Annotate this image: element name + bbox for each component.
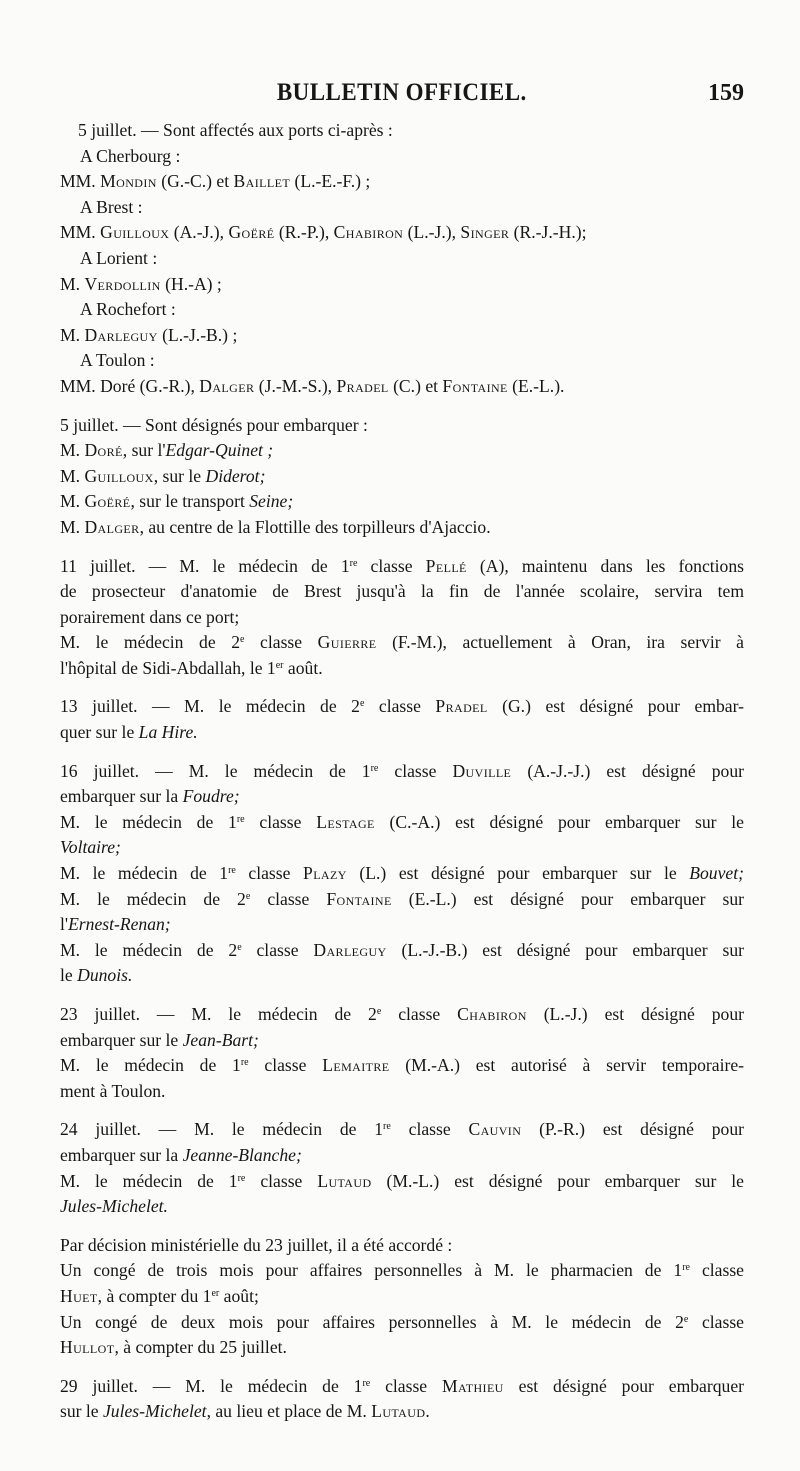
text-run: A Brest : <box>80 196 143 217</box>
ordinal-suffix: er <box>211 1287 220 1299</box>
text-run: (J.-M.-S.), <box>254 375 337 396</box>
text-line <box>60 1399 744 1425</box>
ordinal-suffix: re <box>362 1377 371 1389</box>
text-line <box>60 297 744 323</box>
text-run: (L.-J.-B.) ; <box>157 324 238 345</box>
text-line <box>60 1169 744 1195</box>
paragraph-gap <box>60 989 744 1002</box>
text-line <box>60 1310 744 1336</box>
text-run: M. <box>60 324 85 345</box>
text-run: (H.-A) ; <box>160 273 222 294</box>
text-line <box>60 1117 744 1143</box>
entry-b5 <box>60 759 744 989</box>
ordinal-suffix: re <box>240 1057 249 1069</box>
text-run: (A.-J.-J.) est désigné pour <box>511 760 744 781</box>
text-run: (E.-L.) est désigné pour embarquer sur <box>391 888 744 909</box>
text-run: classe <box>390 1119 469 1140</box>
text-run: (L.-E.-F.) ; <box>290 171 371 192</box>
text-line <box>60 835 744 861</box>
text-run: l'hôpital de Sidi-Abdallah, le 1 <box>60 657 276 678</box>
text-run: M. le médecin de 1 <box>60 1170 238 1191</box>
ship-name: La Hire. <box>138 722 198 743</box>
person-name: Huet <box>60 1285 98 1306</box>
text-run: classe <box>357 555 426 576</box>
person-name: Guilloux <box>84 465 154 486</box>
text-run: classe <box>378 760 453 781</box>
text-line <box>60 246 744 272</box>
text-run: M. <box>60 273 85 294</box>
text-run: porairement dans ce port; <box>60 606 240 627</box>
ordinal-suffix: e <box>376 1006 382 1017</box>
text-line <box>60 554 744 580</box>
text-run: 13 juillet. — M. le médecin de 2 <box>60 696 360 717</box>
text-line <box>60 169 744 195</box>
person-name: Goëré <box>84 491 131 512</box>
text-run: , sur le transport <box>130 491 250 512</box>
text-run: ment à Toulon. <box>60 1080 166 1101</box>
text-line <box>60 1335 744 1361</box>
text-run: (L.-J.), <box>403 222 461 243</box>
person-name: Singer <box>460 222 510 243</box>
text-run: MM. Doré (G.-R.), <box>60 375 200 396</box>
ship-name: Foudre; <box>182 786 240 807</box>
text-line <box>60 220 744 246</box>
text-run: (P.-R.) est désigné pour <box>521 1119 744 1140</box>
text-run: (G.-C.) et <box>156 171 234 192</box>
person-name: Duville <box>452 760 512 781</box>
person-name: Goëré <box>228 222 275 243</box>
entry-b1 <box>60 118 744 400</box>
text-run: . <box>425 1401 430 1422</box>
text-line <box>60 861 744 887</box>
text-line <box>60 1053 744 1079</box>
text-run: classe <box>244 811 317 832</box>
text-line <box>60 515 744 541</box>
text-line <box>60 144 744 170</box>
ordinal-suffix: re <box>228 865 236 877</box>
ship-name: Dunois. <box>77 965 133 986</box>
ordinal-suffix: re <box>370 762 379 774</box>
text-line <box>60 784 744 810</box>
text-line <box>60 887 744 913</box>
text-run: A Toulon : <box>80 350 155 371</box>
text-run: M. <box>60 465 85 486</box>
text-run: 29 juillet. — M. le médecin de 1 <box>60 1375 363 1396</box>
text-run: classe <box>689 1260 744 1281</box>
paragraph-gap <box>60 541 744 554</box>
paragraph-gap <box>60 1220 744 1233</box>
text-line <box>60 1079 744 1105</box>
text-run: (L.-J.-B.) est désigné pour embarquer sur <box>386 939 744 960</box>
text-run: , au centre de la Flottille des torpilleurs d'Ajaccio. <box>139 516 491 537</box>
person-name: Guierre <box>317 632 377 653</box>
text-run: Par décision ministérielle du 23 juillet, il a été accordé : <box>60 1234 453 1255</box>
text-run: MM. <box>60 222 101 243</box>
entry-b6 <box>60 1002 744 1104</box>
text-run: M. le médecin de 2 <box>60 888 246 909</box>
document-body <box>60 118 744 1425</box>
text-run: embarquer sur la <box>60 786 183 807</box>
person-name: Lutaud <box>371 1401 426 1422</box>
entry-b3 <box>60 554 744 682</box>
text-line <box>60 605 744 631</box>
text-run: M. le médecin de 2 <box>60 939 238 960</box>
text-line <box>60 323 744 349</box>
text-run: Un congé de deux mois pour affaires personnelles à M. le médecin de 2 <box>60 1311 684 1332</box>
text-line <box>60 938 744 964</box>
text-line <box>60 810 744 836</box>
text-line <box>60 118 744 144</box>
text-run: (L.-J.) est désigné pour <box>526 1004 744 1024</box>
person-name: Baillet <box>233 171 291 192</box>
text-run: classe <box>241 939 314 960</box>
ship-name: Bouvet; <box>689 863 744 884</box>
text-run: classe <box>250 888 327 909</box>
ordinal-suffix: e <box>240 634 245 646</box>
entry-b7 <box>60 1117 744 1219</box>
text-line <box>60 438 744 464</box>
text-run: classe <box>370 1375 442 1396</box>
text-run: Un congé de trois mois pour affaires personnelles à M. le pharmacien de 1 <box>60 1260 683 1281</box>
text-line <box>60 489 744 515</box>
paragraph-gap <box>60 1361 744 1374</box>
text-run: (C.) et <box>388 375 443 396</box>
text-run: le <box>60 965 78 986</box>
person-name: Lutaud <box>317 1170 372 1191</box>
text-run: 23 juillet. — M. le médecin de 2 <box>60 1004 377 1024</box>
text-line <box>60 374 744 400</box>
person-name: Fontaine <box>326 888 392 909</box>
ordinal-suffix: re <box>682 1262 690 1274</box>
ship-name: Jules-Michelet. <box>60 1196 168 1217</box>
text-line <box>60 1374 744 1400</box>
ordinal-suffix: e <box>237 941 242 953</box>
text-run: 24 juillet. — M. le médecin de 1 <box>60 1119 384 1140</box>
bulletin-title: BULLETIN OFFICIEL. <box>277 79 527 106</box>
person-name: Plazy <box>303 863 347 884</box>
person-name: Guilloux <box>100 222 170 243</box>
text-run: 11 juillet. — M. le médecin de 1 <box>60 555 350 576</box>
text-run: M. <box>60 516 85 537</box>
text-line <box>60 1233 744 1259</box>
text-run: classe <box>364 696 436 717</box>
ship-name: Ernest-Renan; <box>68 914 171 935</box>
text-run: (G.) est désigné pour embar- <box>487 696 744 717</box>
paragraph-gap <box>60 400 744 413</box>
text-line <box>60 348 744 374</box>
text-line <box>60 579 744 605</box>
text-run: classe <box>688 1311 744 1332</box>
text-run: août; <box>219 1285 259 1306</box>
text-run: M. le médecin de 2 <box>60 632 241 653</box>
text-line <box>60 963 744 989</box>
text-line <box>60 759 744 785</box>
running-header <box>60 78 744 108</box>
text-run: (F.-M.), actuellement à Oran, ira servir à <box>376 632 744 653</box>
paragraph-gap <box>60 746 744 759</box>
entry-b9 <box>60 1374 744 1425</box>
text-run: M. <box>60 440 85 461</box>
text-run: classe <box>235 863 304 884</box>
entry-b2 <box>60 413 744 541</box>
text-line <box>60 694 744 720</box>
ordinal-suffix: re <box>383 1121 391 1133</box>
ship-name: Voltaire; <box>60 837 121 858</box>
text-run: MM. <box>60 171 101 192</box>
ordinal-suffix: e <box>683 1313 689 1325</box>
text-run: de prosecteur d'anatomie de Brest jusqu'à la fin de l'année scolaire, servira tem <box>60 581 744 602</box>
text-line <box>60 1028 744 1054</box>
text-run: M. le médecin de 1 <box>60 863 229 884</box>
text-line <box>60 1143 744 1169</box>
text-run: sur le <box>60 1401 103 1422</box>
text-run: M. le médecin de 1 <box>60 1055 241 1076</box>
person-name: Pellé <box>425 555 467 576</box>
text-run: embarquer sur la <box>60 1144 183 1165</box>
paragraph-gap <box>60 681 744 694</box>
text-line <box>60 1194 744 1220</box>
text-run: embarquer sur le <box>60 1029 183 1050</box>
text-run: , sur l' <box>122 440 166 461</box>
text-run: août. <box>283 657 323 678</box>
text-line <box>60 1002 744 1028</box>
person-name: Chabiron <box>333 222 404 243</box>
person-name: Cauvin <box>468 1119 522 1140</box>
text-run: (R.-P.), <box>274 222 334 243</box>
text-line <box>60 656 744 682</box>
ordinal-suffix: re <box>237 1172 246 1184</box>
text-run: A Lorient : <box>80 247 158 268</box>
person-name: Dalger <box>84 516 140 537</box>
ship-name: Jules-Michelet <box>103 1401 207 1422</box>
ordinal-suffix: e <box>359 698 365 710</box>
entry-b4 <box>60 694 744 745</box>
text-run: , au lieu et place de M. <box>206 1401 372 1422</box>
text-run: 5 juillet. — Sont affectés aux ports ci-après : <box>78 120 393 140</box>
ship-name: Jeanne-Blanche; <box>182 1144 302 1165</box>
text-run: (M.-L.) est désigné pour embarquer sur le <box>371 1170 744 1191</box>
person-name: Chabiron <box>457 1004 527 1024</box>
text-run: (C.-A.) est désigné pour embarquer sur le <box>374 811 744 832</box>
paragraph-gap <box>60 1104 744 1117</box>
person-name: Mathieu <box>441 1375 504 1396</box>
text-line <box>60 195 744 221</box>
text-run: classe <box>245 1170 318 1191</box>
person-name: Lestage <box>316 811 375 832</box>
person-name: Mondin <box>100 171 157 192</box>
text-run: M. <box>60 491 85 512</box>
ordinal-suffix: re <box>349 557 358 569</box>
text-run: , à compter du 25 juillet. <box>114 1337 287 1358</box>
ship-name: Edgar-Quinet ; <box>165 440 274 461</box>
person-name: Darleguy <box>313 939 387 960</box>
text-line <box>60 464 744 490</box>
text-run: 16 juillet. — M. le médecin de 1 <box>60 760 371 781</box>
person-name: Hullot <box>60 1337 115 1358</box>
text-line <box>60 1284 744 1310</box>
text-line <box>60 1258 744 1284</box>
person-name: Pradel <box>336 375 389 396</box>
text-run: 5 juillet. — Sont désignés pour embarquer : <box>60 414 368 435</box>
person-name: Lemaitre <box>322 1055 390 1076</box>
text-run: (A), maintenu dans les fonctions <box>466 555 744 576</box>
text-run: classe <box>381 1004 458 1024</box>
entry-b8 <box>60 1233 744 1361</box>
person-name: Fontaine <box>442 375 508 396</box>
text-run: (E.-L.). <box>507 375 565 396</box>
ship-name: Seine; <box>249 491 294 512</box>
text-run: l' <box>60 914 69 935</box>
ordinal-suffix: re <box>236 813 245 825</box>
ordinal-suffix: e <box>245 890 251 902</box>
ship-name: Diderot; <box>205 465 266 486</box>
page-number: 159 <box>708 79 744 106</box>
text-run: A Rochefort : <box>80 299 176 320</box>
person-name: Dalger <box>199 375 255 396</box>
text-run: classe <box>244 632 318 653</box>
text-run: est désigné pour embarquer <box>503 1375 744 1396</box>
text-run: A Cherbourg : <box>80 145 181 166</box>
text-run: (M.-A.) est autorisé à servir temporaire- <box>389 1055 744 1076</box>
text-line <box>60 630 744 656</box>
text-run: (A.-J.), <box>169 222 229 243</box>
ship-name: Jean-Bart; <box>182 1029 259 1050</box>
person-name: Darleguy <box>84 324 158 345</box>
text-run: (R.-J.-H.); <box>509 222 587 243</box>
text-run: (L.) est désigné pour embarquer sur le <box>346 863 690 884</box>
text-run: , sur le <box>153 465 206 486</box>
text-run: quer sur le <box>60 722 139 743</box>
text-run: , à compter du 1 <box>97 1285 212 1306</box>
person-name: Doré <box>84 440 123 461</box>
person-name: Pradel <box>435 696 488 717</box>
text-line <box>60 272 744 298</box>
person-name: Verdollin <box>84 273 161 294</box>
text-line <box>60 413 744 439</box>
text-run: classe <box>248 1055 323 1076</box>
ordinal-suffix: er <box>275 659 284 671</box>
text-line <box>60 912 744 938</box>
text-line <box>60 720 744 746</box>
text-run: M. le médecin de 1 <box>60 811 237 832</box>
